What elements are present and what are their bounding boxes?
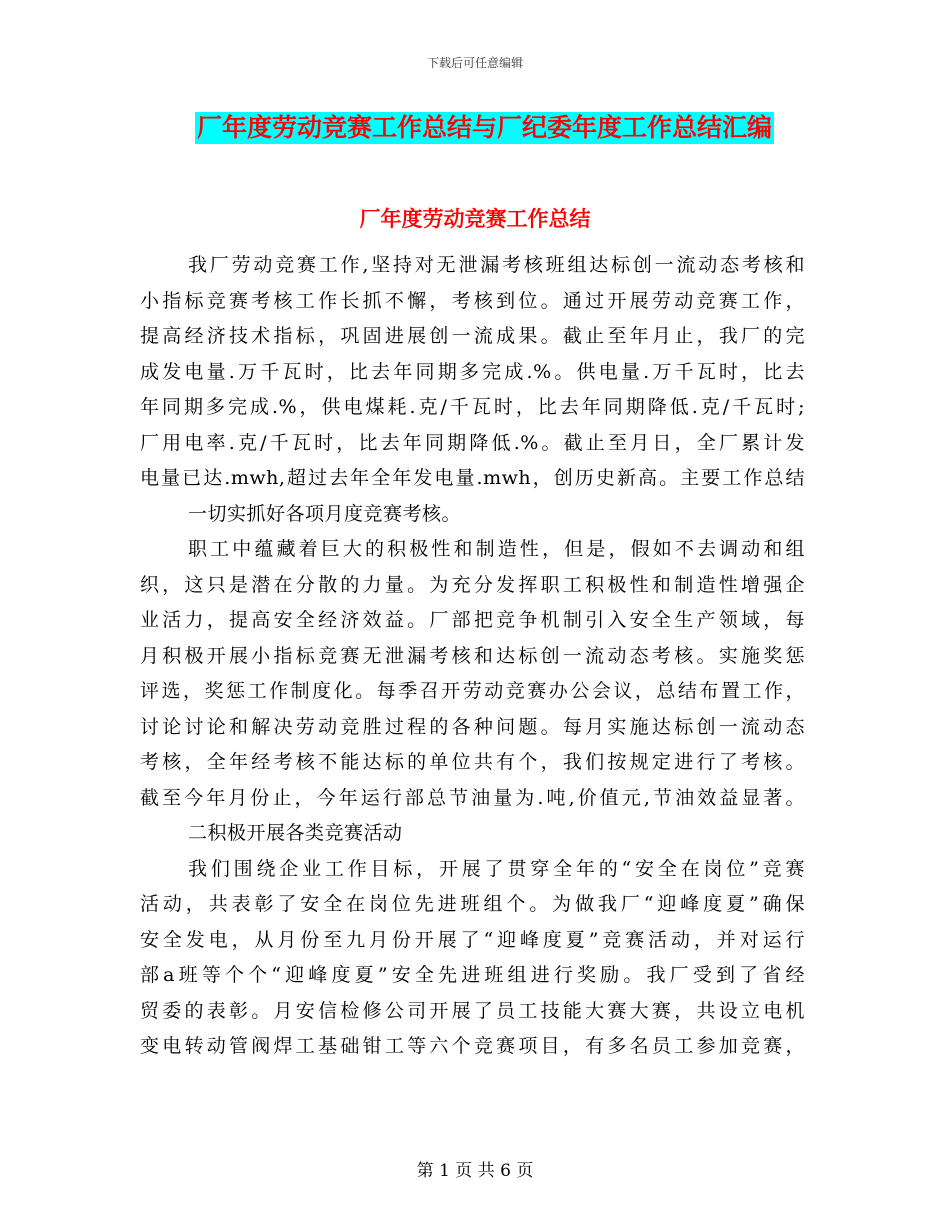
- body-line: 活动，共表彰了安全在岗位先进班组个。为做我厂“迎峰度夏”确保: [140, 893, 805, 915]
- body-line: 讨论讨论和解决劳动竞胜过程的各种问题。每月实施达标创一流动态: [140, 715, 805, 738]
- body-line: 安全发电，从月份至九月份开展了“迎峰度夏”竞赛活动，并对运行: [140, 928, 805, 951]
- body-line: 评选，奖惩工作制度化。每季召开劳动竞赛办公会议，总结布置工作，: [140, 680, 805, 702]
- body-line: 变电转动管阀焊工基础钳工等六个竞赛项目，有多名员工参加竞赛，: [140, 1035, 805, 1057]
- body-line: 织，这只是潜在分散的力量。为充分发挥职工积极性和制造性增强企: [140, 573, 805, 596]
- body-line: 考核，全年经考核不能达标的单位共有个，我们按规定进行了考核。: [140, 751, 805, 773]
- header-note: 下载后可任意编辑: [426, 56, 523, 70]
- body-line: 职工中蕴藏着巨大的积极性和制造性，但是，假如不去调动和组: [188, 538, 805, 560]
- page-number: 第 1 页 共 6 页: [416, 1161, 534, 1181]
- document-title: 厂年度劳动竞赛工作总结与厂纪委年度工作总结汇编: [197, 113, 773, 142]
- body-line: 小指标竞赛考核工作长抓不懈，考核到位。通过开展劳动竞赛工作，: [140, 289, 805, 312]
- body-line: 月积极开展小指标竞赛无泄漏考核和达标创一流动态考核。实施奖惩: [140, 644, 805, 667]
- body-line: 贸委的表彰。月安信检修公司开展了员工技能大赛大赛，共设立电机: [140, 999, 805, 1022]
- body-line: 年同期多完成.%，供电煤耗.克/千瓦时，比去年同期降低.克/千瓦时;: [140, 396, 805, 418]
- section-title: 厂年度劳动竞赛工作总结: [359, 206, 591, 231]
- body-line: 成发电量.万千瓦时，比去年同期多完成.%。供电量.万千瓦时，比去: [140, 360, 805, 383]
- body-line: 二积极开展各类竞赛活动: [188, 822, 403, 844]
- body-line: 一切实抓好各项月度竞赛考核。: [188, 502, 462, 525]
- body-line: 截至今年月份止，今年运行部总节油量为.吨,价值元,节油效益显著。: [140, 786, 805, 809]
- body-line: 我们围绕企业工作目标，开展了贯穿全年的“安全在岗位”竞赛: [188, 857, 805, 880]
- body-line: 业活力，提高安全经济效益。厂部把竞争机制引入安全生产领域，每: [140, 609, 805, 631]
- body-line: 电量已达.mwh,超过去年全年发电量.mwh，创历史新高。主要工作总结: [140, 467, 805, 489]
- body-line: 提高经济技术指标，巩固进展创一流成果。截止至年月止，我厂的完: [140, 325, 805, 347]
- body-line: 我厂劳动竞赛工作,坚持对无泄漏考核班组达标创一流动态考核和: [188, 254, 805, 276]
- document-body: [140, 248, 805, 1065]
- body-line: 厂用电率.克/千瓦时，比去年同期降低.%。截止至月日，全厂累计发: [140, 431, 805, 454]
- body-line: 部a班等个个“迎峰度夏”安全先进班组进行奖励。我厂受到了省经: [140, 964, 805, 986]
